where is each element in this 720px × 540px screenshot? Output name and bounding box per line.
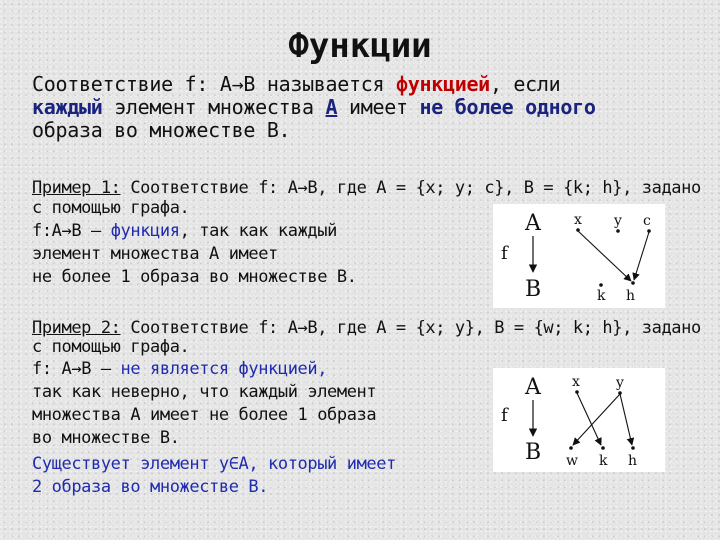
graph1-map-label: f xyxy=(501,243,508,264)
definition-text: , если xyxy=(489,72,561,96)
graph2-edge-y-w xyxy=(573,394,620,445)
graph2-point-h xyxy=(631,446,635,450)
example2-line-8: 2 образа во множестве B. xyxy=(32,477,269,497)
definition-line-3: образа во множестве B. xyxy=(32,118,291,142)
graph1-node-c: c xyxy=(643,213,651,229)
graph2-node-w: w xyxy=(566,453,578,469)
example2-not-function: не является функцией, xyxy=(120,359,328,379)
graph1-node-k: k xyxy=(597,288,606,304)
example1-text: B – xyxy=(71,221,111,241)
graph2-node-h: h xyxy=(628,453,638,469)
example2-text: B – xyxy=(81,359,121,379)
example2-line-3 xyxy=(32,358,327,381)
example1-graph xyxy=(493,204,665,308)
graph2-edge-y-h xyxy=(620,394,632,445)
arrow-symbol: → xyxy=(61,221,72,241)
example2-text: A, который имеет xyxy=(238,454,396,474)
example1-line-2: с помощью графа. xyxy=(32,198,190,218)
emphasis-each: каждый xyxy=(32,95,103,119)
example2-graph xyxy=(493,368,665,472)
graph1-node-x: x xyxy=(574,212,582,228)
graph2-set-a-label: A xyxy=(525,375,541,400)
graph1-point-k xyxy=(599,283,603,287)
graph1-edge-x-h xyxy=(578,231,631,281)
graph2-point-k xyxy=(601,446,605,450)
definition-term: функцией xyxy=(396,72,490,96)
graph1-edge-c-h xyxy=(634,232,649,280)
graph1-set-b-label: B xyxy=(525,277,542,302)
example1-text: B, где A = {x; y; c}, B = {k; h}, задано xyxy=(307,178,701,198)
example2-text: f: A xyxy=(32,359,72,379)
emphasis-set-a: A xyxy=(325,95,338,119)
example2-line-5: множества A имеет не более 1 образа xyxy=(32,405,377,425)
graph1-point-y xyxy=(616,229,620,233)
graph2-node-x: x xyxy=(572,374,580,390)
graph1-node-y: y xyxy=(614,213,622,229)
arrow-symbol: → xyxy=(71,359,82,379)
example1-line-4: элемент множества A имеет xyxy=(32,244,278,264)
graph1-point-h xyxy=(631,281,635,285)
definition-line-1 xyxy=(32,73,560,96)
example2-line-6: во множестве B. xyxy=(32,428,180,448)
example2-label: Пример 2: xyxy=(32,318,121,338)
definition-text: B называется xyxy=(243,72,396,96)
graph2-node-k: k xyxy=(599,453,608,469)
example2-line-4: так как неверно, что каждый элемент xyxy=(32,382,377,402)
definition-text: имеет xyxy=(337,95,420,119)
example1-text: Соответствие f: A xyxy=(120,178,298,198)
example2-line-7 xyxy=(32,453,396,476)
definition-text: Соответствие f: A xyxy=(32,72,232,96)
example2-text: B, где A = {x; y}, B = {w; k; h}, задано xyxy=(307,318,701,338)
graph2-point-w xyxy=(569,446,573,450)
example2-line-2: с помощью графа. xyxy=(32,337,190,357)
slide-title: Функции xyxy=(288,26,432,66)
arrow-symbol: → xyxy=(297,318,308,338)
arrow-symbol: → xyxy=(297,178,308,198)
example2-text: Существует элемент y xyxy=(32,454,229,474)
graph1-node-h: h xyxy=(626,288,636,304)
arrow-symbol: → xyxy=(231,72,244,96)
definition-text: элемент множества xyxy=(102,95,326,119)
example1-function-word: функция xyxy=(110,221,180,241)
example1-label: Пример 1: xyxy=(32,178,121,198)
graph1-set-a-label: A xyxy=(525,211,541,236)
example1-text: , так как каждый xyxy=(179,221,337,241)
example1-text: f:A xyxy=(32,221,62,241)
graph2-node-y: y xyxy=(616,375,624,391)
definition-line-2 xyxy=(32,96,596,119)
example1-line-3 xyxy=(32,220,337,243)
graph2-set-b-label: B xyxy=(525,440,542,465)
element-of-symbol: ∈ xyxy=(228,454,239,474)
example2-text: Соответствие f: A xyxy=(120,318,298,338)
emphasis-at-most-one: не более одного xyxy=(419,95,596,119)
example1-line-5: не более 1 образа во множестве B. xyxy=(32,267,357,287)
graph2-map-label: f xyxy=(501,405,508,426)
